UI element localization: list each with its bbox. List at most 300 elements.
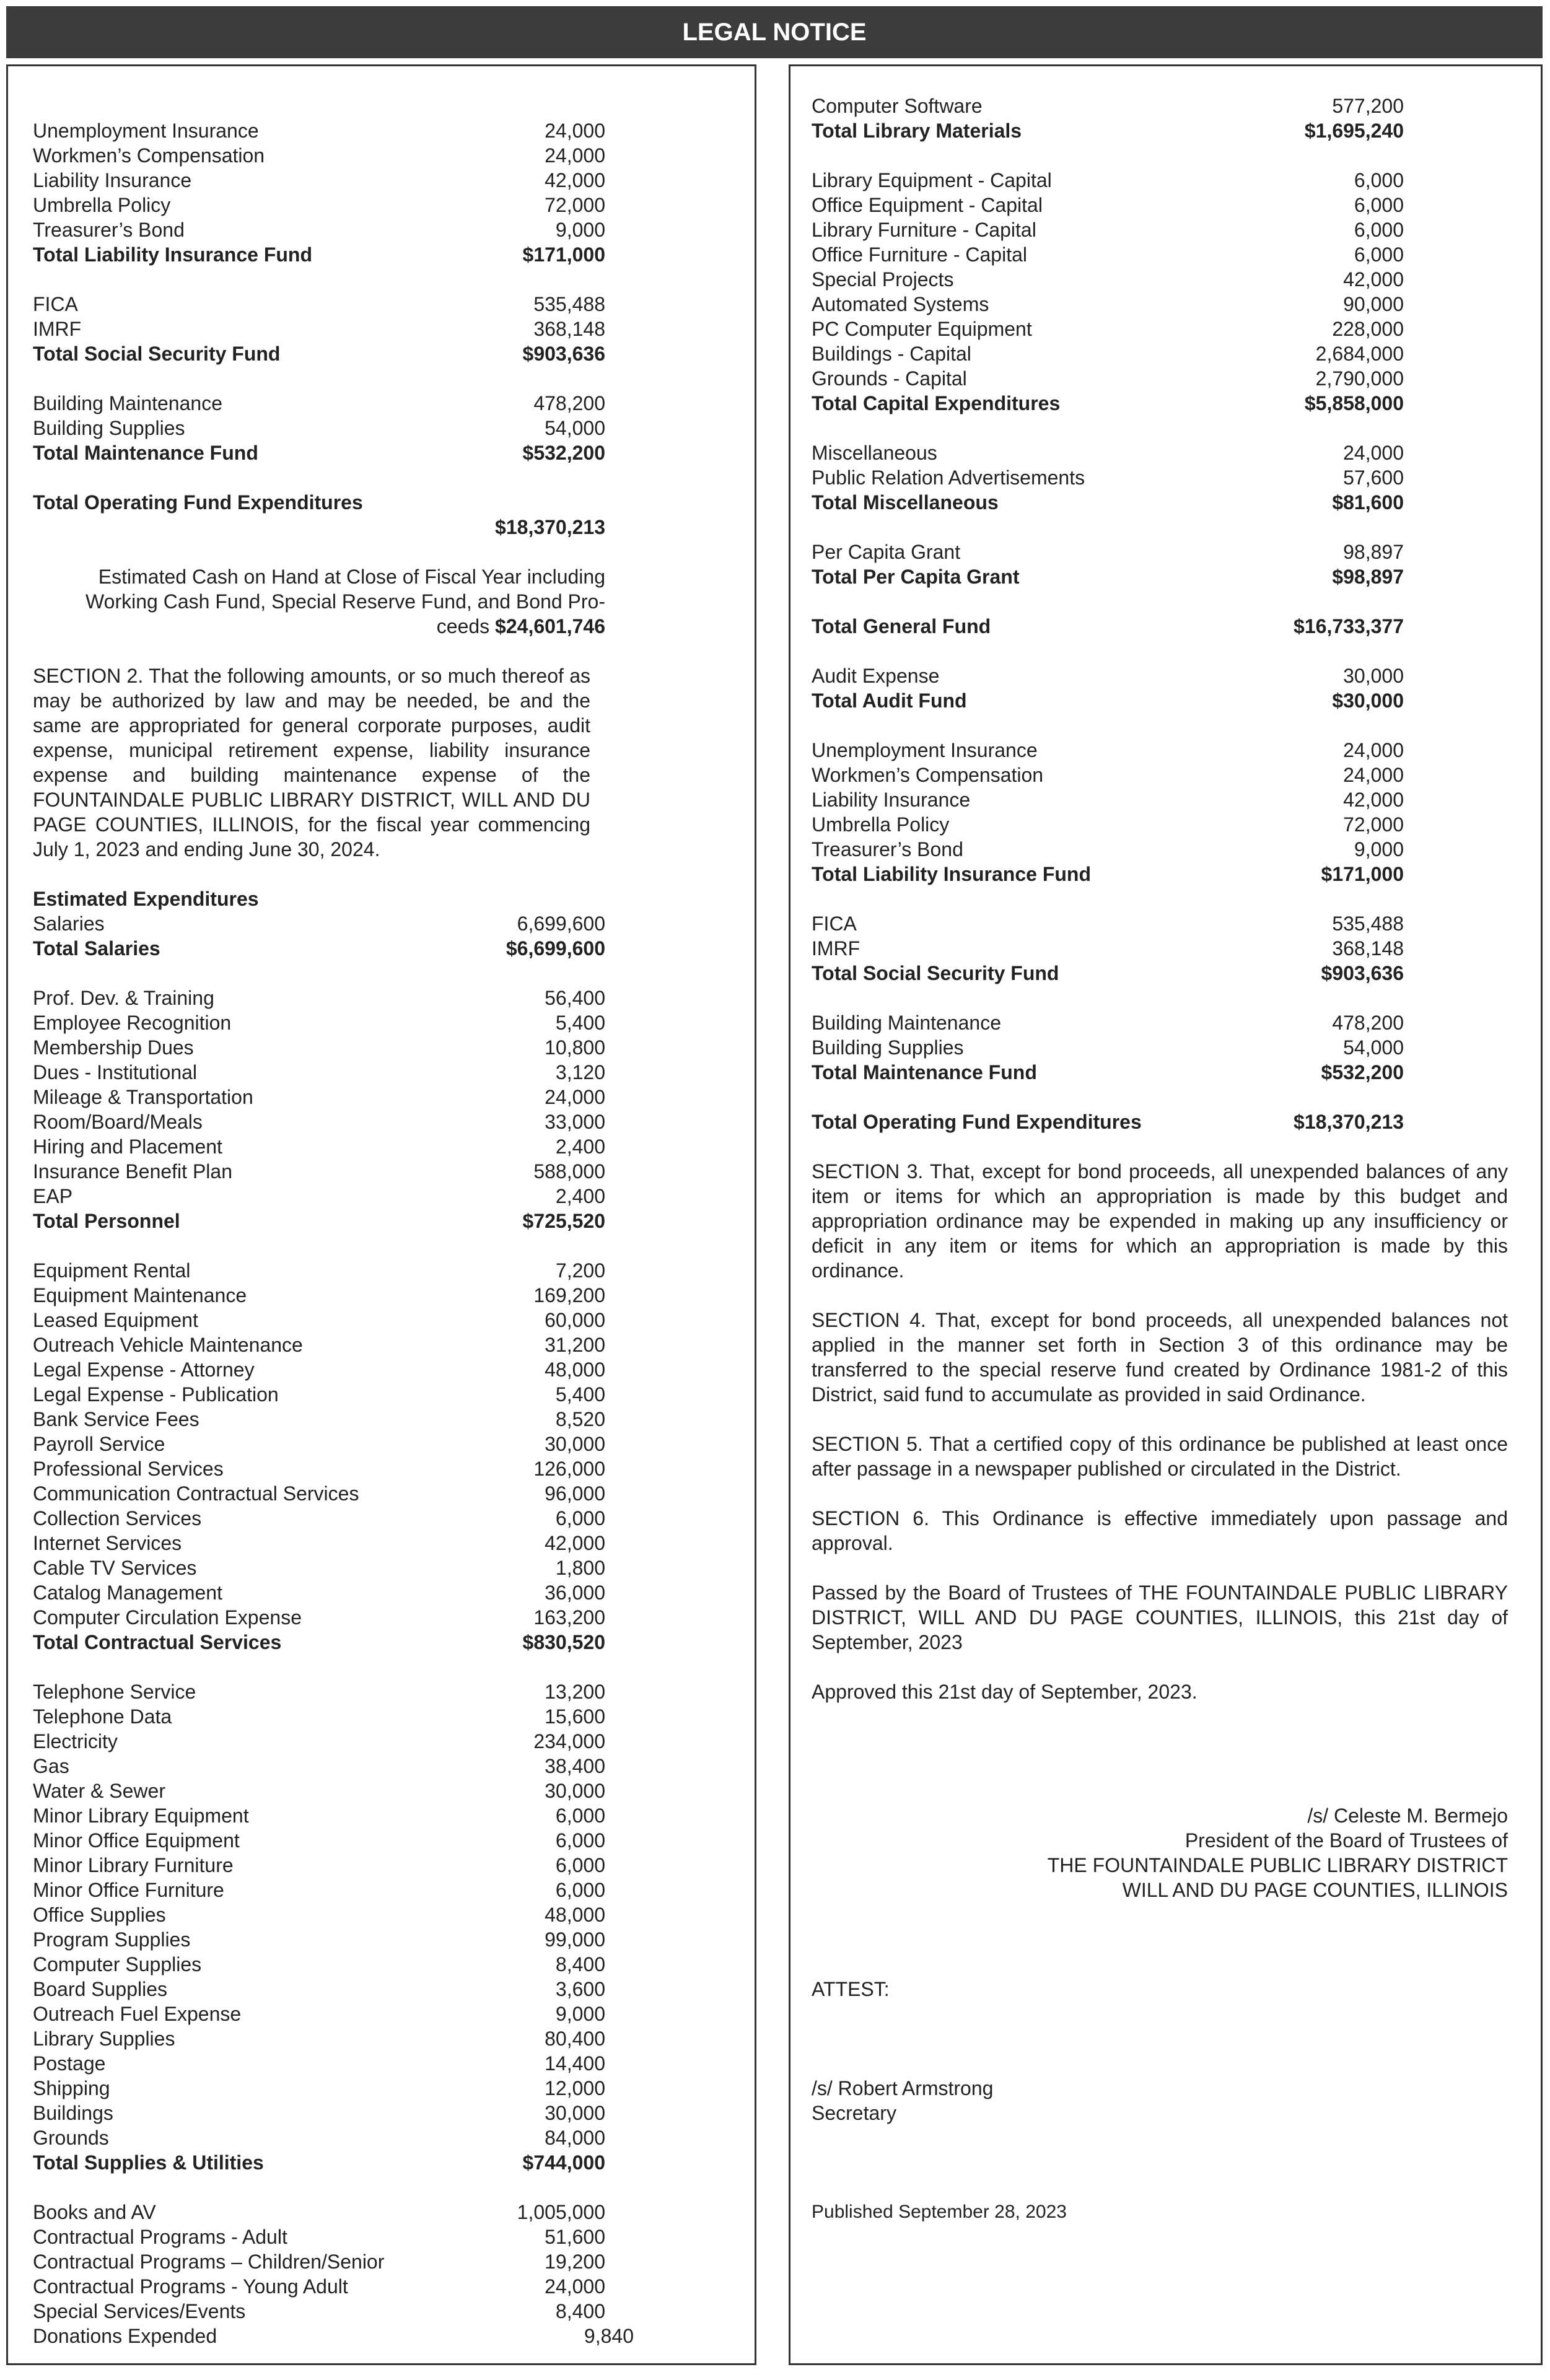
budget-line: [33, 1803, 605, 1828]
budget-line: [812, 1035, 1404, 1060]
budget-line: [812, 267, 1404, 292]
line-label: Total Liability Insurance Fund: [812, 863, 1091, 885]
line-value: 38,400: [545, 1755, 605, 1777]
line-label: EAP: [33, 1185, 73, 1207]
line-value: $30,000: [1332, 689, 1404, 712]
total-row: [33, 440, 605, 465]
total-row: [812, 564, 1404, 589]
line-value: 7,200: [555, 1259, 605, 1282]
budget-line: [33, 1704, 605, 1729]
line-label: Total Audit Fund: [812, 689, 967, 712]
line-label: Total Liability Insurance Fund: [33, 243, 312, 266]
budget-line: [33, 1952, 605, 1977]
budget-line: [33, 143, 605, 168]
contractual-services-group: [33, 1258, 605, 1655]
line-value: $18,370,213: [495, 516, 605, 538]
budget-line: [812, 242, 1404, 267]
line-label: Dues - Institutional: [33, 1061, 198, 1083]
budget-line: [33, 217, 605, 242]
line-value: 5,400: [555, 1383, 605, 1406]
line-label: Mileage & Transportation: [33, 1086, 253, 1108]
line-value: 48,000: [545, 1904, 605, 1926]
line-value: 6,000: [1354, 219, 1404, 241]
line-value: 24,000: [1343, 739, 1404, 761]
total-row: [812, 862, 1404, 886]
budget-line: [33, 1778, 605, 1803]
budget-line: [812, 217, 1404, 242]
budget-line: [33, 1977, 605, 2002]
line-value: 6,000: [555, 1854, 605, 1876]
budget-line: [33, 1927, 605, 1952]
line-label: Water & Sewer: [33, 1780, 165, 1802]
line-label: Professional Services: [33, 1458, 224, 1480]
line-label: Total Per Capita Grant: [812, 566, 1020, 588]
secretary-signature: /s/ Robert Armstrong: [812, 2077, 994, 2099]
line-label: Outreach Vehicle Maintenance: [33, 1334, 303, 1356]
budget-line: [33, 2101, 605, 2125]
left-column: [6, 64, 756, 2365]
line-label: Collection Services: [33, 1507, 202, 1529]
budget-line: [812, 540, 1404, 564]
salaries-group: [33, 911, 605, 961]
budget-line: [33, 986, 605, 1010]
budget-line: [33, 2125, 605, 2150]
line-value: 54,000: [545, 417, 605, 439]
line-label: Total Capital Expenditures: [812, 392, 1061, 414]
line-label: FICA: [812, 912, 857, 935]
line-label: Payroll Service: [33, 1433, 165, 1455]
line-label: Prof. Dev. & Training: [33, 987, 214, 1009]
line-label: Internet Services: [33, 1532, 182, 1554]
budget-line: [33, 1902, 605, 1927]
general-fund-total-row: [812, 614, 1404, 639]
right-liability-group: [812, 738, 1404, 886]
line-value: 2,790,000: [1315, 367, 1404, 390]
line-label: Catalog Management: [33, 1582, 222, 1604]
budget-line: [33, 2051, 605, 2076]
line-label: Total Operating Fund Expenditures: [812, 1111, 1142, 1133]
line-value: $744,000: [522, 2151, 605, 2174]
line-label: Office Equipment - Capital: [812, 194, 1043, 216]
line-value: 12,000: [545, 2077, 605, 2099]
left-maintenance-group: [33, 391, 605, 465]
line-value: 24,000: [545, 144, 605, 167]
budget-line: [33, 193, 605, 217]
line-value: 72,000: [545, 194, 605, 216]
left-social-security-group: [33, 292, 605, 366]
line-value: 24,000: [545, 1086, 605, 1108]
personnel-group: [33, 986, 605, 1233]
secretary-title: Secretary: [812, 2102, 896, 2124]
line-label: Total Library Materials: [812, 120, 1022, 142]
line-value: 99,000: [545, 1928, 605, 1951]
total-row: [33, 242, 605, 267]
line-value: 30,000: [545, 1433, 605, 1455]
line-value: 9,000: [555, 219, 605, 241]
budget-line: [33, 1481, 605, 1506]
budget-line: [812, 936, 1404, 961]
budget-line: [812, 292, 1404, 317]
left-column-content: [33, 66, 634, 2348]
right-materials-group: [812, 94, 1404, 143]
budget-line: [33, 1332, 605, 1357]
line-value: 3,120: [555, 1061, 605, 1083]
line-label: Audit Expense: [812, 665, 940, 687]
line-value: $18,370,213: [1294, 1111, 1404, 1133]
line-label: Miscellaneous: [812, 442, 937, 464]
budget-line: [812, 168, 1404, 193]
total-row: [812, 118, 1404, 143]
line-value: 96,000: [545, 1482, 605, 1505]
line-value: 24,000: [1343, 764, 1404, 786]
budget-line: [812, 465, 1404, 490]
line-label: Program Supplies: [33, 1928, 191, 1951]
line-label: Telephone Service: [33, 1681, 196, 1703]
line-value: 6,699,600: [517, 912, 605, 935]
line-value: $171,000: [1321, 863, 1404, 885]
line-value: 588,000: [533, 1160, 605, 1183]
line-value: 163,200: [533, 1606, 605, 1629]
line-label: Minor Office Furniture: [33, 1879, 224, 1901]
line-label: Contractual Programs - Young Adult: [33, 2275, 348, 2298]
budget-line: [33, 317, 605, 341]
budget-line: [812, 440, 1404, 465]
passed-statement: Passed by the Board of Trustees of THE FOUNTAINDALE PUBLIC LIBRARY DISTRICT, WILL AND DU PAGE COUNTIES, ILLINOIS, this 21st day of September, 2023: [812, 1582, 1508, 1653]
line-value: 15,600: [545, 1705, 605, 1728]
line-value: 30,000: [545, 2102, 605, 2124]
line-label: Total Social Security Fund: [812, 962, 1059, 984]
line-label: Treasurer’s Bond: [33, 219, 185, 241]
estimated-cash-line-1: Estimated Cash on Hand at Close of Fiscal Year including: [98, 566, 605, 588]
line-label: Employee Recognition: [33, 1012, 232, 1034]
president-signature: /s/ Celeste M. Bermejo: [1307, 1805, 1508, 1827]
total-row: [33, 1209, 605, 1233]
line-value: 51,600: [545, 2226, 605, 2248]
budget-line: [33, 2299, 605, 2324]
total-row: [33, 936, 605, 961]
line-value: 80,400: [545, 2028, 605, 2050]
budget-line: [33, 1407, 605, 1432]
line-value: $171,000: [522, 243, 605, 266]
line-value: 6,000: [555, 1879, 605, 1901]
line-value: 6,000: [555, 1805, 605, 1827]
budget-line: [812, 787, 1404, 812]
section-3-paragraph: SECTION 3. That, except for bond proceeds, all unexpended balances of any item or items for which an appropriation is made by this budget and appropriation ordinance may be expended in making up any insufficiency or deficit in any item or items for which an appropriation is made by this ordinance.: [812, 1160, 1508, 1282]
line-label: Outreach Fuel Expense: [33, 2003, 242, 2025]
budget-line: [33, 1382, 605, 1407]
budget-line: [33, 2249, 605, 2274]
budget-line: [33, 2274, 605, 2299]
line-value: 2,684,000: [1315, 343, 1404, 365]
line-label: Library Supplies: [33, 2028, 175, 2050]
line-label: Insurance Benefit Plan: [33, 1160, 232, 1183]
line-label: Legal Expense - Attorney: [33, 1358, 255, 1381]
line-value: 42,000: [545, 1532, 605, 1554]
budget-line: [812, 812, 1404, 837]
line-label: Telephone Data: [33, 1705, 172, 1728]
line-label: Contractual Programs - Adult: [33, 2226, 287, 2248]
page-title: LEGAL NOTICE: [682, 19, 867, 46]
line-label: Automated Systems: [812, 293, 989, 315]
right-column-content: [812, 66, 1508, 2225]
miscellaneous-group: [812, 440, 1404, 515]
line-value: 1,800: [555, 1557, 605, 1579]
line-value: 24,000: [545, 2275, 605, 2298]
line-label: Total Miscellaneous: [812, 491, 999, 514]
line-label: Salaries: [33, 912, 105, 935]
left-operating-total-value-row: [33, 515, 605, 540]
line-label: Computer Circulation Expense: [33, 1606, 302, 1629]
line-value: $16,733,377: [1294, 615, 1404, 637]
line-label: Minor Office Equipment: [33, 1829, 240, 1852]
line-value: 6,000: [1354, 169, 1404, 191]
line-value: 42,000: [545, 169, 605, 191]
budget-line: [812, 738, 1404, 763]
line-value: 72,000: [1343, 813, 1404, 836]
line-value: 535,488: [1332, 912, 1404, 935]
line-value: $6,699,600: [506, 937, 605, 960]
total-row: [812, 490, 1404, 515]
total-row: [812, 961, 1404, 986]
total-row: [33, 341, 605, 366]
line-value: 2,400: [555, 1135, 605, 1158]
president-counties: WILL AND DU PAGE COUNTIES, ILLINOIS: [1122, 1879, 1508, 1901]
line-value: 3,600: [555, 1978, 605, 2000]
budget-line: [33, 1258, 605, 1283]
budget-line: [33, 1109, 605, 1134]
audit-group: [812, 663, 1404, 713]
budget-line: [33, 168, 605, 193]
budget-line: [812, 763, 1404, 787]
line-label: Total Maintenance Fund: [812, 1061, 1037, 1083]
budget-line: [33, 118, 605, 143]
line-value: 9,840: [584, 2325, 634, 2347]
line-value: 234,000: [533, 1730, 605, 1752]
budget-line: [33, 911, 605, 936]
budget-line: [812, 341, 1404, 366]
line-value: 19,200: [545, 2251, 605, 2273]
line-value: 57,600: [1343, 466, 1404, 489]
line-value: $903,636: [1321, 962, 1404, 984]
line-value: 54,000: [1343, 1036, 1404, 1059]
budget-line: [33, 1308, 605, 1332]
line-label: Unemployment Insurance: [33, 120, 259, 142]
line-label: Minor Library Equipment: [33, 1805, 249, 1827]
line-label: Special Projects: [812, 268, 954, 291]
line-label: Grounds - Capital: [812, 367, 967, 390]
line-value: 6,000: [555, 1829, 605, 1852]
line-label: Gas: [33, 1755, 69, 1777]
budget-line: [33, 1878, 605, 1902]
line-value: 33,000: [545, 1111, 605, 1133]
line-value: 368,148: [533, 318, 605, 340]
line-value: 2,400: [555, 1185, 605, 1207]
budget-line: [33, 1035, 605, 1060]
line-label: Donations Expended: [33, 2325, 217, 2347]
line-label: Total Operating Fund Expenditures: [33, 491, 363, 514]
line-value: 9,000: [555, 2003, 605, 2025]
line-value: $532,200: [1321, 1061, 1404, 1083]
section-4-paragraph: SECTION 4. That, except for bond proceeds, all unexpended balances not applied in the manner set forth in Section 3 of this ordinance may be transferred to the special reserve fund created by Ordinance 1981-2 of this District, said fund to accumulate as provided in said Ordinance.: [812, 1309, 1508, 1406]
line-label: IMRF: [812, 937, 860, 960]
budget-line: [812, 911, 1404, 936]
line-label: Minor Library Furniture: [33, 1854, 234, 1876]
budget-line: [33, 1357, 605, 1382]
line-label: Electricity: [33, 1730, 118, 1752]
line-value: 56,400: [545, 987, 605, 1009]
line-value: 368,148: [1332, 937, 1404, 960]
line-label: Office Furniture - Capital: [812, 243, 1027, 266]
president-signature-block: [812, 1803, 1508, 1902]
budget-line: [33, 416, 605, 440]
line-label: Computer Software: [812, 95, 983, 117]
supplies-utilities-group: [33, 1679, 605, 2175]
budget-line: [33, 1010, 605, 1035]
capital-group: [812, 168, 1404, 416]
attest-label: ATTEST:: [812, 1978, 890, 2000]
line-value: 10,800: [545, 1036, 605, 1059]
line-label: Special Services/Events: [33, 2300, 246, 2322]
line-value: 36,000: [545, 1582, 605, 1604]
budget-line: [33, 1853, 605, 1878]
line-label: Shipping: [33, 2077, 110, 2099]
line-value: $98,897: [1332, 566, 1404, 588]
budget-line: [33, 1283, 605, 1308]
budget-line: [33, 2076, 605, 2101]
line-value: 42,000: [1343, 268, 1404, 291]
secretary-signature-block: [812, 2076, 1432, 2125]
line-value: 577,200: [1332, 95, 1404, 117]
line-value: $532,200: [522, 442, 605, 464]
line-value: 1,005,000: [517, 2201, 605, 2223]
line-value: 228,000: [1332, 318, 1404, 340]
budget-line: [812, 837, 1404, 862]
total-row: [812, 688, 1404, 713]
budget-line: [812, 317, 1404, 341]
line-value: 60,000: [545, 1309, 605, 1331]
line-value: $903,636: [522, 343, 605, 365]
line-value: 169,200: [533, 1284, 605, 1306]
line-value: $725,520: [522, 1210, 605, 1232]
estimated-cash-value: $24,601,746: [495, 615, 605, 637]
line-label: Postage: [33, 2052, 106, 2075]
line-label: Total Contractual Services: [33, 1631, 282, 1653]
budget-line: [812, 94, 1404, 118]
line-label: Total Supplies & Utilities: [33, 2151, 264, 2174]
line-value: $830,520: [522, 1631, 605, 1653]
line-label: IMRF: [33, 318, 82, 340]
line-label: Building Supplies: [812, 1036, 964, 1059]
budget-line: [33, 1456, 605, 1481]
line-value: $5,858,000: [1304, 392, 1404, 414]
line-value: 30,000: [545, 1780, 605, 1802]
line-value: 8,520: [555, 1408, 605, 1430]
line-value: 8,400: [555, 2300, 605, 2322]
line-label: Total Social Security Fund: [33, 343, 281, 365]
line-value: 84,000: [545, 2127, 605, 2149]
line-label: Grounds: [33, 2127, 109, 2149]
budget-line: [33, 1580, 605, 1605]
line-label: Umbrella Policy: [812, 813, 950, 836]
line-value: 30,000: [1343, 665, 1404, 687]
line-value: 478,200: [1332, 1012, 1404, 1034]
line-value: 535,488: [533, 293, 605, 315]
line-label: Total Salaries: [33, 937, 160, 960]
line-value: 6,000: [1354, 243, 1404, 266]
line-label: Library Furniture - Capital: [812, 219, 1036, 241]
line-label: Building Supplies: [33, 417, 185, 439]
line-label: Buildings - Capital: [812, 343, 971, 365]
budget-line: [33, 1060, 605, 1085]
right-column: [789, 64, 1543, 2365]
line-value: 126,000: [533, 1458, 605, 1480]
total-row: [33, 2150, 605, 2175]
line-value: 24,000: [545, 120, 605, 142]
total-row: [812, 1060, 1404, 1085]
line-label: Equipment Rental: [33, 1259, 191, 1282]
estimated-cash-statement: [33, 564, 605, 639]
approved-statement: Approved this 21st day of September, 2023.: [812, 1681, 1198, 1703]
line-label: Membership Dues: [33, 1036, 194, 1059]
line-value: 478,200: [533, 392, 605, 414]
estimated-cash-line-3: [33, 614, 605, 639]
line-label: Building Maintenance: [812, 1012, 1001, 1034]
line-value: 13,200: [545, 1681, 605, 1703]
budget-line: [33, 2200, 605, 2225]
line-label: Cable TV Services: [33, 1557, 197, 1579]
line-label: Per Capita Grant: [812, 541, 961, 563]
line-label: Room/Board/Meals: [33, 1111, 203, 1133]
published-date: Published September 28, 2023: [812, 2202, 1067, 2222]
legal-notice-banner: [6, 6, 1543, 58]
line-value: 5,400: [555, 1012, 605, 1034]
budget-line: [33, 1754, 605, 1778]
line-label: Total Personnel: [33, 1210, 180, 1232]
right-budget-lines: [812, 94, 1404, 1134]
line-label: Library Equipment - Capital: [812, 169, 1052, 191]
line-label: Hiring and Placement: [33, 1135, 222, 1158]
left-operating-total-label-row: [33, 490, 605, 515]
line-label: Buildings: [33, 2102, 113, 2124]
library-materials-group: [33, 2200, 605, 2324]
line-label: Public Relation Advertisements: [812, 466, 1085, 489]
estimated-cash-line-3-text: ceeds: [436, 615, 496, 637]
budget-line: [812, 193, 1404, 217]
heading-text: Estimated Expenditures: [33, 888, 259, 910]
line-label: Liability Insurance: [33, 169, 192, 191]
line-value: 90,000: [1343, 293, 1404, 315]
line-label: Unemployment Insurance: [812, 739, 1038, 761]
section-6-paragraph: SECTION 6. This Ordinance is effective immediately upon passage and approval.: [812, 1507, 1508, 1554]
budget-line: [33, 1159, 605, 1184]
budget-line: [33, 1828, 605, 1853]
budget-line: [33, 1531, 605, 1555]
budget-line: [812, 663, 1404, 688]
budget-line: [33, 2225, 605, 2249]
line-value: 8,400: [555, 1953, 605, 1975]
budget-line: [33, 1506, 605, 1531]
right-social-security-group: [812, 911, 1404, 986]
line-label: Office Supplies: [33, 1904, 166, 1926]
line-label: Leased Equipment: [33, 1309, 198, 1331]
budget-line: [33, 1085, 605, 1109]
line-label: Umbrella Policy: [33, 194, 171, 216]
line-label: Total General Fund: [812, 615, 991, 637]
line-label: Total Maintenance Fund: [33, 442, 258, 464]
right-maintenance-group: [812, 1010, 1404, 1085]
line-value: $81,600: [1332, 491, 1404, 514]
right-operating-total-row: [812, 1109, 1404, 1134]
